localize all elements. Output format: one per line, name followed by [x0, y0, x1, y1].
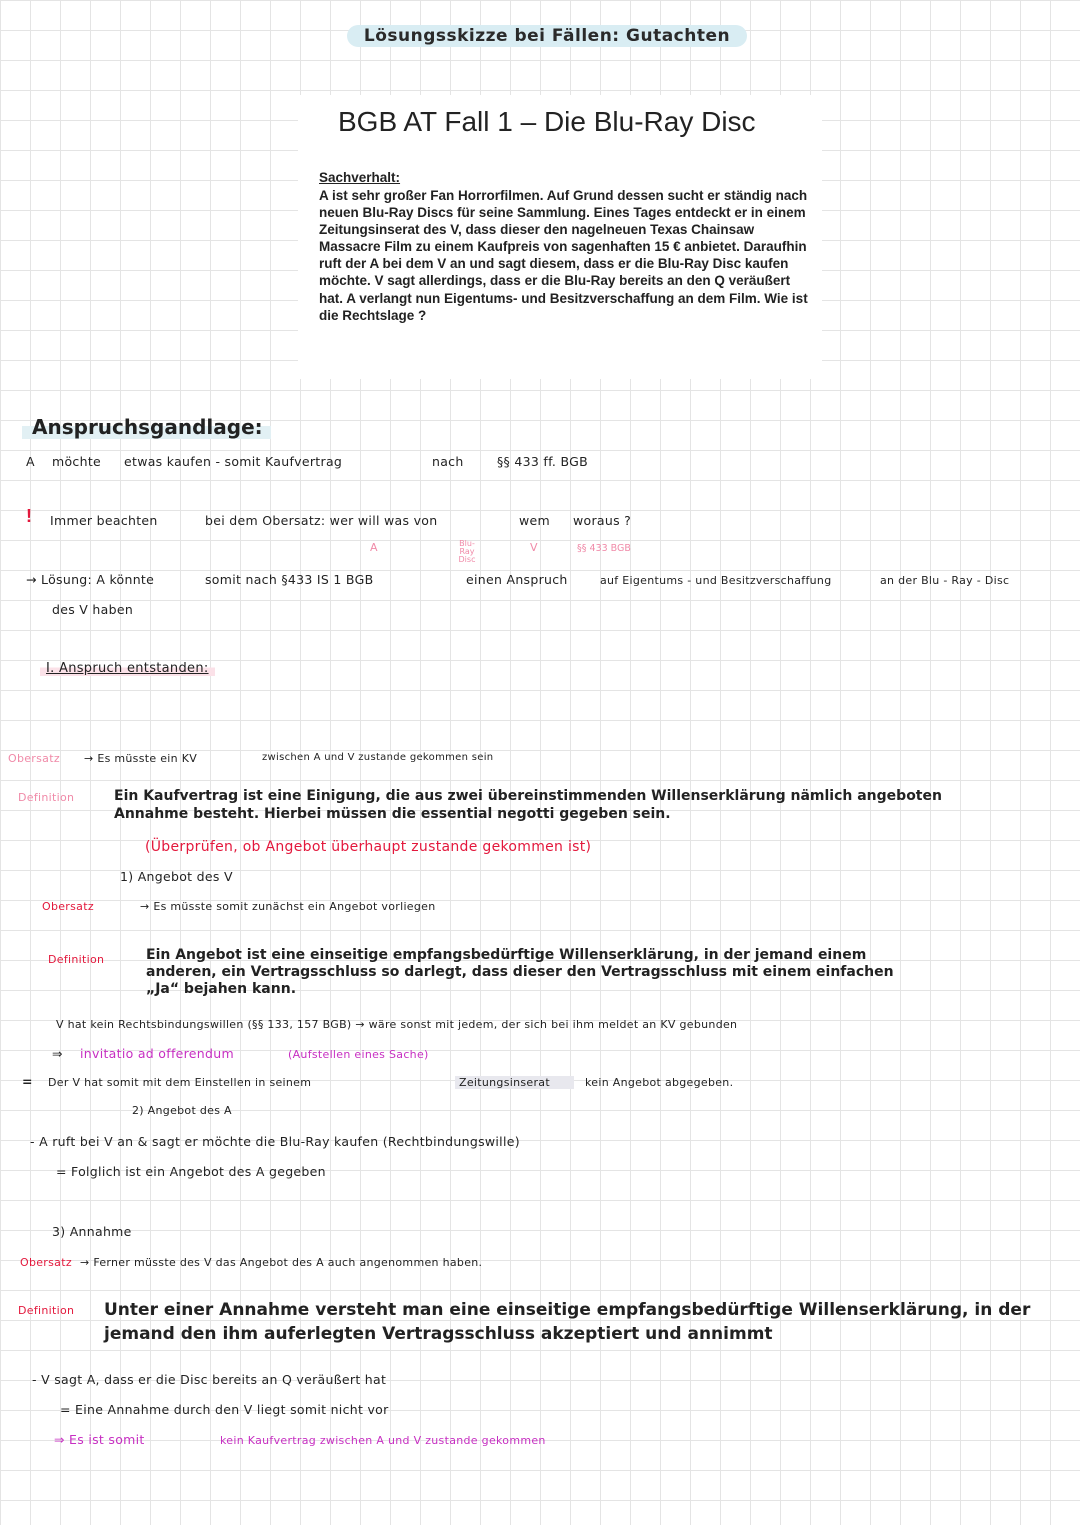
note-line: etwas kaufen - somit Kaufvertrag	[124, 454, 343, 469]
note-line: = Eine Annahme durch den V liegt somit nicht vor	[60, 1402, 389, 1417]
definition-text: Unter einer Annahme versteht man eine einseitige empfangsbedürftige Willenserklärung, in der jemand den ihm auferlegten Vertragsschluss akzeptiert und annimmt	[104, 1300, 1031, 1344]
margin-label: Obersatz	[20, 1256, 72, 1269]
annotation: A	[370, 541, 378, 554]
note-line: → Es müsste ein KV	[84, 752, 198, 765]
note-line: =	[22, 1074, 33, 1089]
case-text: A ist sehr großer Fan Horrorfilmen. Auf Grund dessen sucht er ständig nach neuen Blu-Ray Discs für seine Sammlung. Eines Tages entdeckt er in einem Zeitungsinserat des V, dass dieser den nagelneuen Texas Chainsaw Massacre Film zu einem Kaufpreis von sagenhaften 15 € anbietet. Daraufhin ruft der A bei dem V an und sagt diesem, dass er die Blu-Ray Disc kaufen möchte. V sagt allerdings, dass er die Blu-Ray bereits an den Q veräußert hat. A verlangt nun Eigentums- und Besitzverschaffung an dem Film. Wie ist die Rechtslage ?	[319, 188, 808, 323]
note-line: kein Kaufvertrag zwischen A und V zustande gekommen	[220, 1434, 546, 1447]
note-line: an der Blu - Ray - Disc	[880, 574, 1010, 587]
note-line: §§ 433 ff. BGB	[497, 454, 588, 469]
note-line: = Folglich ist ein Angebot des A gegeben	[56, 1164, 326, 1179]
note-line: einen Anspruch	[466, 572, 568, 587]
note-line: → Lösung: A könnte	[26, 572, 155, 587]
note-line: → Ferner müsste des V das Angebot des A auch angenommen haben.	[80, 1256, 483, 1269]
page-title: Lösungsskizze bei Fällen: Gutachten	[347, 25, 747, 47]
note-line: invitatio ad offerendum	[80, 1046, 234, 1061]
section-heading: Anspruchsgandlage:	[22, 415, 271, 439]
note-line: A	[26, 454, 35, 469]
note-line: kein Angebot abgegeben.	[585, 1076, 734, 1089]
note-line: des V haben	[52, 602, 134, 617]
subsection-heading: I. Anspruch entstanden:	[40, 661, 215, 676]
definition-text: Ein Kaufvertrag ist eine Einigung, die aus zwei übereinstimmenden Willenserklärung nämlich angeboten Annahme besteht. Hierbei müssen die essential negotti gegeben sein.	[114, 788, 942, 822]
margin-label: Definition	[18, 1304, 75, 1317]
note-line: zwischen A und V zustande gekommen sein	[262, 752, 494, 763]
note-line: → Es müsste somit zunächst ein Angebot vorliegen	[140, 900, 436, 913]
annotation: Blu-Ray Disc	[458, 539, 476, 564]
margin-label: Definition	[18, 791, 75, 804]
note-line: (Überprüfen, ob Angebot überhaupt zustande gekommen ist)	[145, 839, 592, 855]
note-line: V hat kein Rechtsbindungswillen (§§ 133, 157 BGB) → wäre sonst mit jedem, der sich bei ihm meldet an KV gebunden	[56, 1018, 738, 1031]
annotation: V	[530, 541, 538, 554]
note-line: 1) Angebot des V	[120, 869, 233, 884]
note-line: Zeitungsinserat	[455, 1076, 574, 1089]
note-line: ⇒	[52, 1046, 63, 1061]
margin-label: Obersatz	[42, 900, 94, 913]
note-line: 3) Annahme	[52, 1224, 132, 1239]
note-line: Der V hat somit mit dem Einstellen in seinem	[48, 1076, 312, 1089]
note-line: ⇒ Es ist somit	[54, 1432, 145, 1447]
case-title: BGB AT Fall 1 – Die Blu-Ray Disc	[338, 106, 756, 137]
margin-label: Obersatz	[8, 752, 60, 765]
note-line: bei dem Obersatz: wer will was von	[205, 513, 438, 528]
note-line: somit nach §433 IS 1 BGB	[205, 572, 374, 587]
note-line: auf Eigentums - und Besitzverschaffung	[600, 574, 832, 587]
note-line: 2) Angebot des A	[132, 1104, 232, 1117]
definition-text: Ein Angebot ist eine einseitige empfangsbedürftige Willenserklärung, in der jemand einem anderen, ein Vertragsschluss so darlegt, dass dieser den Vertragsschluss mit einem einfachen „Ja“ bejahen kann.	[146, 947, 894, 997]
note-line: - V sagt A, dass er die Disc bereits an Q veräußert hat	[32, 1372, 387, 1387]
note-line: möchte	[52, 454, 102, 469]
note-line: wem	[519, 513, 550, 528]
note-line: nach	[432, 454, 464, 469]
note-line: (Aufstellen eines Sache)	[288, 1048, 429, 1061]
annotation: §§ 433 BGB	[577, 543, 631, 554]
case-label: Sachverhalt:	[319, 170, 401, 185]
margin-label: Definition	[48, 953, 105, 966]
note-line: woraus ?	[573, 513, 632, 528]
note-line: - A ruft bei V an & sagt er möchte die Blu-Ray kaufen (Rechtbindungswille)	[30, 1134, 520, 1149]
note-line: Immer beachten	[50, 513, 158, 528]
warning-icon: !	[26, 506, 32, 526]
